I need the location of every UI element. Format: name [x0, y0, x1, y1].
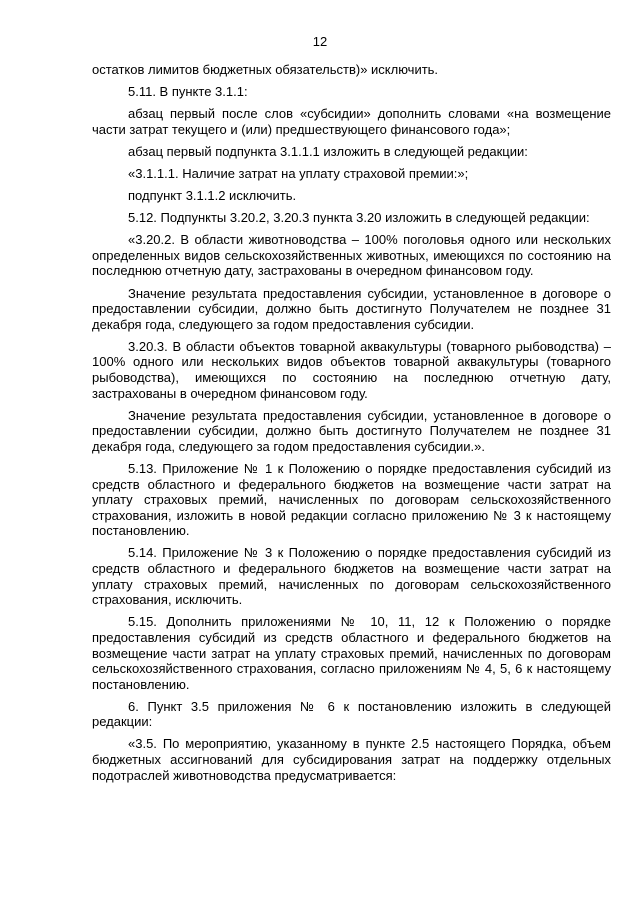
paragraph-5-13: 5.13. Приложение № 1 к Положению о порядке предоставления субсидий из средств областного и федерального бюджетов на возмещение части затрат на уплату страховых премий, начисленных по договорам сельскохозяйственного страхования, изложить в новой редакции согласно приложению № 3 к настоящему постановлению.: [92, 460, 611, 539]
paragraph-3-20-3: 3.20.3. В области объектов товарной аквакультуры (товарного рыбоводства) – 100% одного или нескольких видов объектов товарной аквакультуры (товарного рыбоводства), имеющихся по состоянию на последнюю отчетную дату, застрахованы в очередном финансовом году.: [92, 338, 611, 401]
paragraph-5-11: 5.11. В пункте 3.1.1:: [128, 84, 248, 100]
paragraph-3-1-1-1: «3.1.1.1. Наличие затрат на уплату страховой премии:»;: [128, 165, 469, 181]
paragraph-5-15: 5.15. Дополнить приложениями № 10, 11, 12 к Положению о порядке предоставления субсидий из средств областного и федерального бюджетов на возмещение части затрат на уплату страховых премий, начисленных по договорам сельскохозяйственного страхования, согласно приложениям № 4, 5, 6 к настоящему постановлению.: [92, 614, 611, 692]
paragraph-3-5: «3.5. По мероприятию, указанному в пункте 2.5 настоящего Порядка, объем бюджетных ассигнований для субсидирования затрат на поддержку отдельных подотраслей животноводства предусматривается:: [92, 736, 611, 783]
paragraph-continuation: остатков лимитов бюджетных обязательств)» исключить.: [92, 62, 439, 77]
paragraph-5-12: 5.12. Подпункты 3.20.2, 3.20.3 пункта 3.20 изложить в следующей редакции:: [128, 210, 590, 226]
paragraph-5-11-abzac-1: абзац первый после слов «субсидии» дополнить словами «на возмещение части затрат текущего и (или) предшествующего финансового года»;: [92, 106, 611, 137]
paragraph-3-20-3-result: Значение результата предоставления субсидии, установленное в договоре о предоставлении субсидии, должно быть достигнуто Получателем не позднее 31 декабря года, следующего за годом предоставления субсидии.».: [92, 407, 611, 454]
paragraph-5-14: 5.14. Приложение № 3 к Положению о порядке предоставления субсидий из средств областного и федерального бюджетов на возмещение части затрат на уплату страховых премий, начисленных по договорам сельскохозяйственного страхования, исключить.: [92, 545, 611, 608]
page-number: 12: [312, 34, 328, 49]
paragraph-3-20-2-result: Значение результата предоставления субсидии, установленное в договоре о предоставлении субсидии, должно быть достигнуто Получателем не позднее 31 декабря года, следующего за годом предоставления субсидии.: [92, 285, 611, 332]
paragraph-6: 6. Пункт 3.5 приложения № 6 к постановлению изложить в следующей редакции:: [92, 698, 611, 730]
document-body: [92, 62, 611, 790]
paragraph-3-20-2: «3.20.2. В области животноводства – 100% поголовья одного или нескольких определенных видов сельскохозяйственных животных, имеющихся по состоянию на последнюю отчетную дату, застрахованы в очередном финансовом году.: [92, 232, 611, 279]
paragraph-5-11-abzac-2: абзац первый подпункта 3.1.1.1 изложить в следующей редакции:: [128, 143, 528, 159]
paragraph-3-1-1-2: подпункт 3.1.1.2 исключить.: [128, 188, 297, 204]
